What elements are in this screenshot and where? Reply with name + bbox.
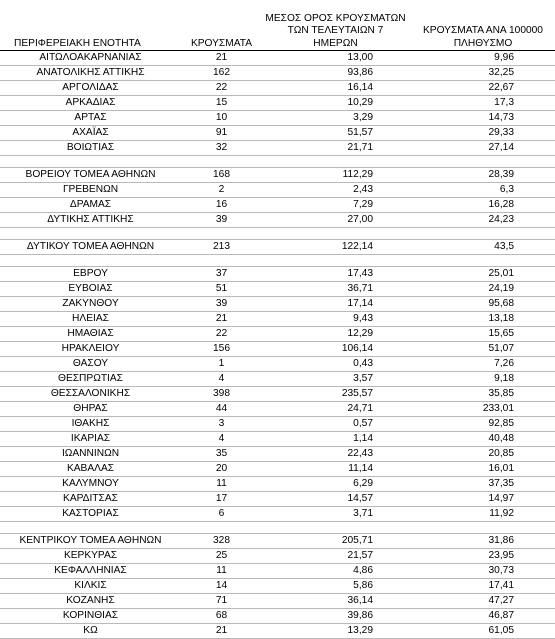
empty-cell — [411, 522, 555, 534]
cases-cell: 21 — [183, 624, 260, 639]
avg-7day-cell: 16,14 — [260, 81, 411, 96]
empty-cell — [183, 522, 260, 534]
avg-7day-cell: 21,71 — [260, 141, 411, 156]
avg-7day-cell: 2,43 — [260, 183, 411, 198]
rate-per-100k-cell: 9,18 — [411, 372, 555, 387]
avg-7day-cell: 0,43 — [260, 357, 411, 372]
avg-7day-cell: 11,14 — [260, 462, 411, 477]
region-cell: ΖΑΚΥΝΘΟΥ — [0, 297, 183, 312]
rate-per-100k-cell: 9,96 — [411, 51, 555, 66]
empty-cell — [183, 228, 260, 240]
region-cell: ΙΩΑΝΝΙΝΩΝ — [0, 447, 183, 462]
avg-7day-cell: 1,14 — [260, 432, 411, 447]
cases-cell: 21 — [183, 312, 260, 327]
region-cell: ΚΕΦΑΛΛΗΝΙΑΣ — [0, 564, 183, 579]
rate-per-100k-cell: 17,3 — [411, 96, 555, 111]
table-row — [0, 213, 555, 228]
region-cell: ΚΟΡΙΝΘΙΑΣ — [0, 609, 183, 624]
rate-per-100k-cell: 31,86 — [411, 534, 555, 549]
header-avg-line-2: ΤΩΝ ΤΕΛΕΥΤΑΙΩΝ 7 — [287, 25, 384, 36]
table-row — [0, 126, 555, 141]
table-row — [0, 183, 555, 198]
empty-cell — [0, 156, 183, 168]
cases-cell: 20 — [183, 462, 260, 477]
avg-7day-cell: 13,29 — [260, 624, 411, 639]
empty-cell — [0, 228, 183, 240]
cases-cell: 39 — [183, 297, 260, 312]
region-cell: ΗΡΑΚΛΕΙΟΥ — [0, 342, 183, 357]
rate-per-100k-cell: 16,28 — [411, 198, 555, 213]
spacer-row — [0, 255, 555, 267]
header-row — [0, 0, 555, 51]
table-row — [0, 51, 555, 66]
rate-per-100k-cell: 20,85 — [411, 447, 555, 462]
region-cell: ΙΘΑΚΗΣ — [0, 417, 183, 432]
cases-cell: 156 — [183, 342, 260, 357]
spacer-row — [0, 228, 555, 240]
table-row — [0, 327, 555, 342]
rate-per-100k-cell: 37,35 — [411, 477, 555, 492]
table-row — [0, 387, 555, 402]
cases-cell: 168 — [183, 168, 260, 183]
empty-cell — [183, 156, 260, 168]
table-row — [0, 492, 555, 507]
cases-cell: 1 — [183, 357, 260, 372]
header-rate-line-2: ΠΛΗΘΥΣΜΟ — [453, 37, 513, 49]
table-row — [0, 534, 555, 549]
rate-per-100k-cell: 24,23 — [411, 213, 555, 228]
rate-per-100k-cell: 14,97 — [411, 492, 555, 507]
rate-per-100k-cell: 17,41 — [411, 579, 555, 594]
cases-cell: 11 — [183, 564, 260, 579]
header-cases — [183, 0, 260, 51]
cases-cell: 44 — [183, 402, 260, 417]
spacer-row — [0, 156, 555, 168]
cases-cell: 16 — [183, 198, 260, 213]
empty-cell — [411, 228, 555, 240]
empty-cell — [183, 255, 260, 267]
avg-7day-cell: 13,00 — [260, 51, 411, 66]
avg-7day-cell: 12,29 — [260, 327, 411, 342]
region-cell: ΚΑΒΑΛΑΣ — [0, 462, 183, 477]
region-cell: ΗΛΕΙΑΣ — [0, 312, 183, 327]
avg-7day-cell: 5,86 — [260, 579, 411, 594]
empty-cell — [260, 156, 411, 168]
table-row — [0, 372, 555, 387]
rate-per-100k-cell: 61,05 — [411, 624, 555, 639]
cases-cell: 32 — [183, 141, 260, 156]
rate-per-100k-cell: 28,39 — [411, 168, 555, 183]
table-row — [0, 282, 555, 297]
region-cell: ΚΩ — [0, 624, 183, 639]
empty-cell — [0, 522, 183, 534]
avg-7day-cell: 4,86 — [260, 564, 411, 579]
cases-cell: 71 — [183, 594, 260, 609]
rate-per-100k-cell: 6,3 — [411, 183, 555, 198]
cases-cell: 162 — [183, 66, 260, 81]
avg-7day-cell: 3,29 — [260, 111, 411, 126]
table-row — [0, 240, 555, 255]
rate-per-100k-cell: 47,27 — [411, 594, 555, 609]
rate-per-100k-cell: 35,85 — [411, 387, 555, 402]
region-cell: ΘΕΣΣΑΛΟΝΙΚΗΣ — [0, 387, 183, 402]
cases-cell: 22 — [183, 327, 260, 342]
region-cell: ΚΟΖΑΝΗΣ — [0, 594, 183, 609]
region-cell: ΙΚΑΡΙΑΣ — [0, 432, 183, 447]
header-rate-line-1: ΚΡΟΥΣΜΑΤΑ ΑΝΑ 100000 — [423, 25, 543, 36]
cases-cell: 51 — [183, 282, 260, 297]
avg-7day-cell: 7,29 — [260, 198, 411, 213]
avg-7day-cell: 10,29 — [260, 96, 411, 111]
rate-per-100k-cell: 14,73 — [411, 111, 555, 126]
cases-cell: 213 — [183, 240, 260, 255]
region-cell: ΑΝΑΤΟΛΙΚΗΣ ΑΤΤΙΚΗΣ — [0, 66, 183, 81]
header-cases-label: ΚΡΟΥΣΜΑΤΑ — [190, 37, 253, 49]
avg-7day-cell: 17,14 — [260, 297, 411, 312]
rate-per-100k-cell: 92,85 — [411, 417, 555, 432]
avg-7day-cell: 3,71 — [260, 507, 411, 522]
cases-cell: 3 — [183, 417, 260, 432]
rate-per-100k-cell: 24,19 — [411, 282, 555, 297]
cases-cell: 11 — [183, 477, 260, 492]
table-row — [0, 81, 555, 96]
empty-cell — [0, 255, 183, 267]
rate-per-100k-cell: 43,5 — [411, 240, 555, 255]
avg-7day-cell: 6,29 — [260, 477, 411, 492]
table-row — [0, 342, 555, 357]
cases-cell: 22 — [183, 81, 260, 96]
table-row — [0, 477, 555, 492]
avg-7day-cell: 21,57 — [260, 549, 411, 564]
region-cell: ΘΑΣΟΥ — [0, 357, 183, 372]
region-cell: ΚΑΣΤΟΡΙΑΣ — [0, 507, 183, 522]
rate-per-100k-cell: 233,01 — [411, 402, 555, 417]
region-cell: ΔΡΑΜΑΣ — [0, 198, 183, 213]
avg-7day-cell: 27,00 — [260, 213, 411, 228]
header-avg-line-1: ΜΕΣΟΣ ΟΡΟΣ ΚΡΟΥΣΜΑΤΩΝ — [265, 12, 406, 24]
table-row — [0, 507, 555, 522]
cases-cell: 2 — [183, 183, 260, 198]
region-cell: ΘΕΣΠΡΩΤΙΑΣ — [0, 372, 183, 387]
table-row — [0, 462, 555, 477]
spacer-row — [0, 522, 555, 534]
cases-cell: 21 — [183, 51, 260, 66]
avg-7day-cell: 235,57 — [260, 387, 411, 402]
table-row — [0, 417, 555, 432]
region-cell: ΒΟΙΩΤΙΑΣ — [0, 141, 183, 156]
table-row — [0, 96, 555, 111]
cases-cell: 15 — [183, 96, 260, 111]
header-avg — [260, 0, 411, 51]
avg-7day-cell: 24,71 — [260, 402, 411, 417]
avg-7day-cell: 112,29 — [260, 168, 411, 183]
rate-per-100k-cell: 11,92 — [411, 507, 555, 522]
table-row — [0, 111, 555, 126]
region-cell: ΚΑΛΥΜΝΟΥ — [0, 477, 183, 492]
rate-per-100k-cell: 29,33 — [411, 126, 555, 141]
table-row — [0, 609, 555, 624]
cases-cell: 328 — [183, 534, 260, 549]
rate-per-100k-cell: 23,95 — [411, 549, 555, 564]
table-row — [0, 357, 555, 372]
table-body — [0, 51, 555, 639]
rate-per-100k-cell: 32,25 — [411, 66, 555, 81]
cases-cell: 6 — [183, 507, 260, 522]
avg-7day-cell: 0,57 — [260, 417, 411, 432]
avg-7day-cell: 51,57 — [260, 126, 411, 141]
region-cell: ΔΥΤΙΚΗΣ ΑΤΤΙΚΗΣ — [0, 213, 183, 228]
cases-cell: 68 — [183, 609, 260, 624]
avg-7day-cell: 9,43 — [260, 312, 411, 327]
cases-cell: 91 — [183, 126, 260, 141]
header-avg-line-3: ΗΜΕΡΩΝ — [313, 37, 358, 49]
table-row — [0, 579, 555, 594]
rate-per-100k-cell: 95,68 — [411, 297, 555, 312]
table-row — [0, 432, 555, 447]
region-cell: ΕΥΒΟΙΑΣ — [0, 282, 183, 297]
table-row — [0, 168, 555, 183]
avg-7day-cell: 14,57 — [260, 492, 411, 507]
rate-per-100k-cell: 46,87 — [411, 609, 555, 624]
rate-per-100k-cell: 16,01 — [411, 462, 555, 477]
region-cell: ΚΕΝΤΡΙΚΟΥ ΤΟΜΕΑ ΑΘΗΝΩΝ — [0, 534, 183, 549]
table-row — [0, 447, 555, 462]
cases-cell: 398 — [183, 387, 260, 402]
table-row — [0, 402, 555, 417]
region-cell: ΘΗΡΑΣ — [0, 402, 183, 417]
region-cell: ΑΧΑΪΑΣ — [0, 126, 183, 141]
avg-7day-cell: 17,43 — [260, 267, 411, 282]
cases-cell: 39 — [183, 213, 260, 228]
rate-per-100k-cell: 22,67 — [411, 81, 555, 96]
empty-cell — [411, 255, 555, 267]
region-cell: ΚΙΛΚΙΣ — [0, 579, 183, 594]
header-rate — [411, 0, 555, 51]
header-region — [0, 0, 183, 51]
avg-7day-cell: 122,14 — [260, 240, 411, 255]
empty-cell — [260, 522, 411, 534]
table-row — [0, 267, 555, 282]
cases-cell: 37 — [183, 267, 260, 282]
region-cell: ΑΡΚΑΔΙΑΣ — [0, 96, 183, 111]
region-cell: ΚΑΡΔΙΤΣΑΣ — [0, 492, 183, 507]
avg-7day-cell: 39,86 — [260, 609, 411, 624]
table-row — [0, 624, 555, 639]
avg-7day-cell: 205,71 — [260, 534, 411, 549]
empty-cell — [260, 228, 411, 240]
avg-7day-cell: 3,57 — [260, 372, 411, 387]
region-cell: ΗΜΑΘΙΑΣ — [0, 327, 183, 342]
empty-cell — [260, 255, 411, 267]
region-cell: ΚΕΡΚΥΡΑΣ — [0, 549, 183, 564]
region-cell: ΔΥΤΙΚΟΥ ΤΟΜΕΑ ΑΘΗΝΩΝ — [0, 240, 183, 255]
table-row — [0, 141, 555, 156]
avg-7day-cell: 106,14 — [260, 342, 411, 357]
table-row — [0, 297, 555, 312]
rate-per-100k-cell: 40,48 — [411, 432, 555, 447]
table-row — [0, 549, 555, 564]
region-cell: ΒΟΡΕΙΟΥ ΤΟΜΕΑ ΑΘΗΝΩΝ — [0, 168, 183, 183]
empty-cell — [411, 156, 555, 168]
cases-cell: 25 — [183, 549, 260, 564]
rate-per-100k-cell: 15,65 — [411, 327, 555, 342]
cases-cell: 4 — [183, 372, 260, 387]
table-row — [0, 564, 555, 579]
avg-7day-cell: 93,86 — [260, 66, 411, 81]
rate-per-100k-cell: 7,26 — [411, 357, 555, 372]
avg-7day-cell: 36,14 — [260, 594, 411, 609]
avg-7day-cell: 36,71 — [260, 282, 411, 297]
region-cell: ΓΡΕΒΕΝΩΝ — [0, 183, 183, 198]
rate-per-100k-cell: 25,01 — [411, 267, 555, 282]
table-row — [0, 594, 555, 609]
table-row — [0, 198, 555, 213]
region-cell: ΕΒΡΟΥ — [0, 267, 183, 282]
cases-cell: 17 — [183, 492, 260, 507]
header-region-label: ΠΕΡΙΦΕΡΕΙΑΚΗ ΕΝΟΤΗΤΑ — [14, 37, 141, 49]
region-cell: ΑΙΤΩΛΟΑΚΑΡΝΑΝΙΑΣ — [0, 51, 183, 66]
avg-7day-cell: 22,43 — [260, 447, 411, 462]
rate-per-100k-cell: 51,07 — [411, 342, 555, 357]
table-row — [0, 312, 555, 327]
rate-per-100k-cell: 27,14 — [411, 141, 555, 156]
cases-cell: 4 — [183, 432, 260, 447]
region-cell: ΑΡΤΑΣ — [0, 111, 183, 126]
rate-per-100k-cell: 13,18 — [411, 312, 555, 327]
cases-cell: 35 — [183, 447, 260, 462]
table-row — [0, 66, 555, 81]
cases-cell: 10 — [183, 111, 260, 126]
cases-cell: 14 — [183, 579, 260, 594]
region-cell: ΑΡΓΟΛΙΔΑΣ — [0, 81, 183, 96]
rate-per-100k-cell: 30,73 — [411, 564, 555, 579]
